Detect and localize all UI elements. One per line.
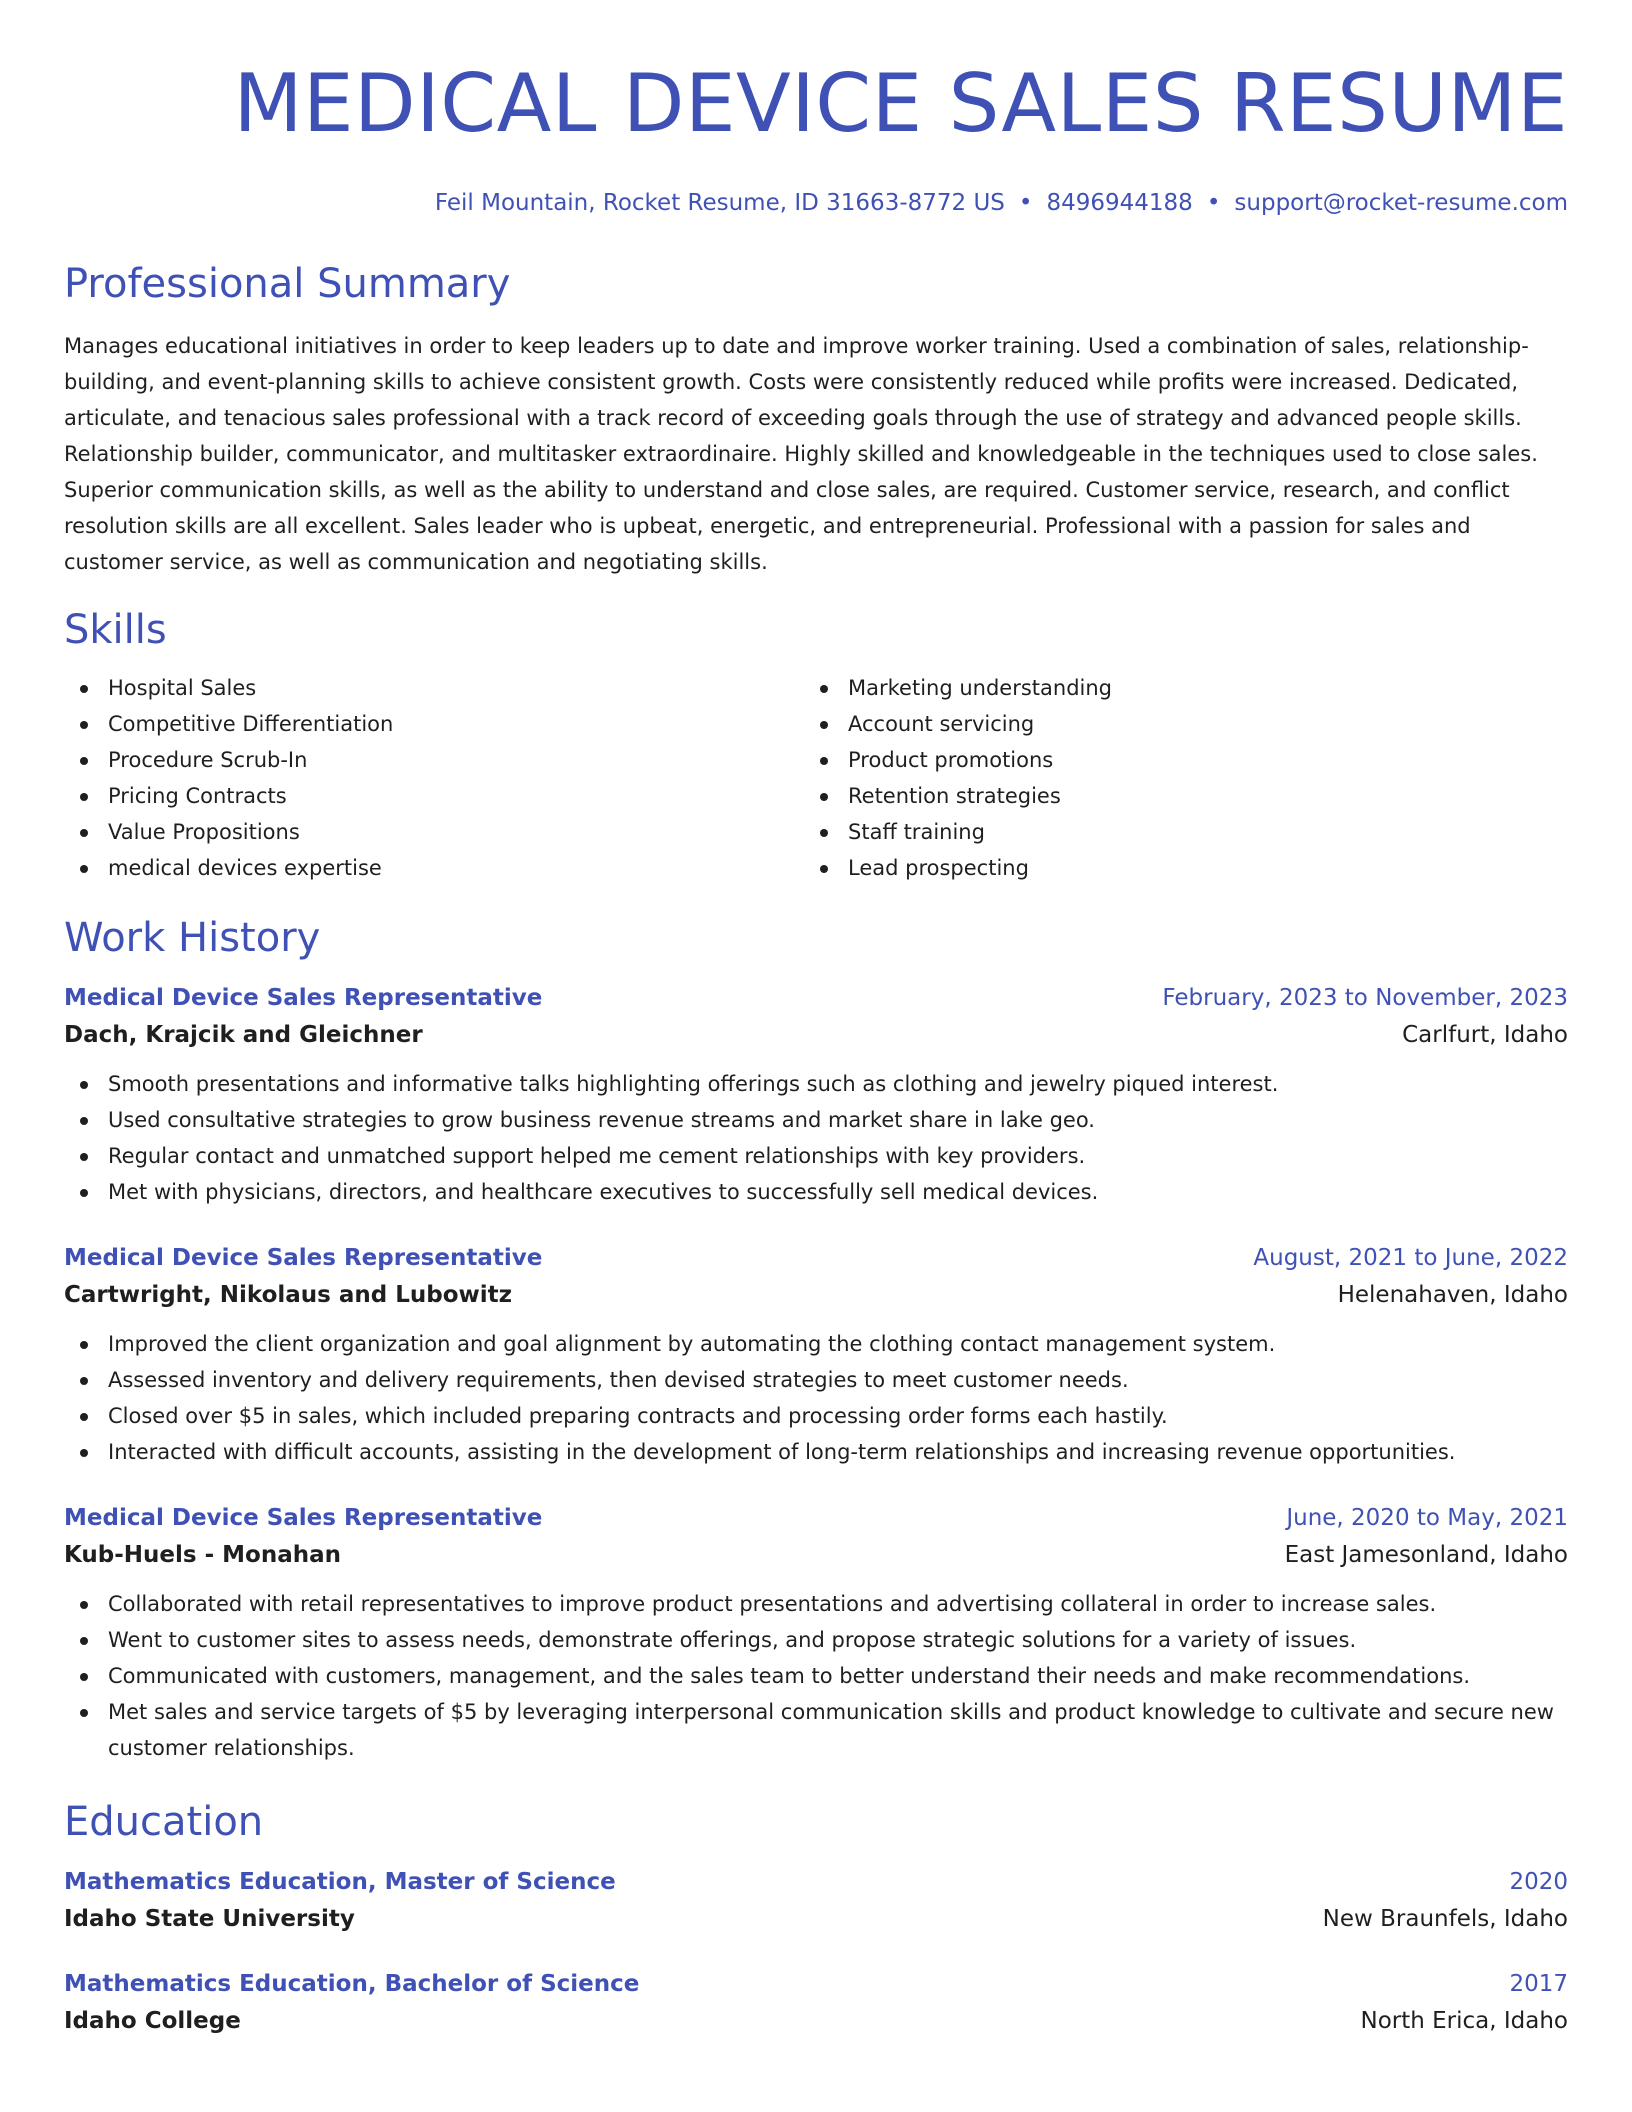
job-bullet: Regular contact and unmatched support helped me cement relationships with key providers. [64,1138,1568,1174]
job-bullet: Communicated with customers, management, and the sales team to better understand their needs and make recommendations. [64,1658,1568,1694]
job-bullets [64,1326,1568,1470]
education-school-row [64,2002,1568,2040]
job-dates: February, 2023 to November, 2023 [1162,985,1568,1011]
job-title: Medical Device Sales Representative [64,985,543,1011]
contact-separator: • [1206,190,1221,216]
resume-header [64,56,1568,218]
contact-line [64,188,1568,218]
job-title: Medical Device Sales Representative [64,1245,543,1271]
skill-item: Pricing Contracts [64,778,804,814]
resume-title: MEDICAL DEVICE SALES RESUME [233,57,1568,150]
skills-list [64,670,1568,886]
job-dates: June, 2020 to May, 2021 [1286,1505,1568,1531]
job-entry [64,980,1568,1210]
education-degree: Mathematics Education, Bachelor of Science [64,1971,640,1997]
job-header-row [64,980,1568,1016]
contact-address: Feil Mountain, Rocket Resume, ID 31663-8772 US [434,190,1005,216]
job-company-row [64,1016,1568,1054]
job-bullet: Met with physicians, directors, and healthcare executives to successfully sell medical devices. [64,1174,1568,1210]
skill-item: Retention strategies [804,778,1544,814]
job-company: Kub-Huels - Monahan [64,1542,342,1568]
job-company: Dach, Krajcik and Gleichner [64,1022,423,1048]
job-entry [64,1240,1568,1470]
summary-text: Manages educational initiatives in order to keep leaders up to date and improve worker training. Used a combination of sales, relationship-building, and event-planning skills to achieve consistent growth. Costs were consistently reduced while profits were increased. Dedicated, articulate, and tenacious sales professional with a track record of exceeding goals through the use of strategy and advanced people skills. Relationship builder, communicator, and multitasker extraordinaire. Highly skilled and knowledgeable in the techniques used to close sales. Superior communication skills, as well as the ability to understand and close sales, are required. Customer service, research, and conflict resolution skills are all excellent. Sales leader who is upbeat, energetic, and entrepreneurial. Professional with a passion for sales and customer service, as well as communication and negotiating skills. [64,334,1538,574]
skill-item: Product promotions [804,742,1544,778]
skill-item: Account servicing [804,706,1544,742]
skill-item: Value Propositions [64,814,804,850]
summary-heading: Professional Summary [64,261,511,307]
skills-column-right [804,670,1544,886]
job-bullet: Improved the client organization and goal alignment by automating the clothing contact management system. [64,1326,1568,1362]
skill-item: medical devices expertise [64,850,804,886]
education-heading: Education [64,1799,264,1845]
skill-item: Procedure Scrub-In [64,742,804,778]
skill-item: Hospital Sales [64,670,804,706]
job-dates: August, 2021 to June, 2022 [1253,1245,1568,1271]
contact-separator: • [1018,190,1033,216]
job-bullet: Collaborated with retail representatives to improve product presentations and advertising collateral in order to increase sales. [64,1586,1568,1622]
job-bullet: Went to customer sites to assess needs, demonstrate offerings, and propose strategic solutions for a variety of issues. [64,1622,1568,1658]
education-school: Idaho State University [64,1906,355,1932]
job-title: Medical Device Sales Representative [64,1505,543,1531]
education-header-row [64,1966,1568,2002]
education-location: North Erica, Idaho [1360,2008,1568,2034]
job-company-row [64,1536,1568,1574]
education-degree: Mathematics Education, Master of Science [64,1869,616,1895]
work-history-heading: Work History [64,915,321,961]
job-bullet: Assessed inventory and delivery requirements, then devised strategies to meet customer needs. [64,1362,1568,1398]
education-year: 2017 [1509,1971,1568,1997]
job-header-row [64,1500,1568,1536]
job-location: Carlfurt, Idaho [1402,1022,1568,1048]
skill-item: Competitive Differentiation [64,706,804,742]
job-bullet: Used consultative strategies to grow business revenue streams and market share in lake geo. [64,1102,1568,1138]
education-school-row [64,1900,1568,1938]
skill-item: Marketing understanding [804,670,1544,706]
job-entry [64,1500,1568,1766]
job-location: East Jamesonland, Idaho [1284,1542,1568,1568]
job-bullet: Met sales and service targets of $5 by leveraging interpersonal communication skills and product knowledge to cultivate and secure new customer relationships. [64,1694,1568,1766]
job-company: Cartwright, Nikolaus and Lubowitz [64,1282,513,1308]
skills-heading: Skills [64,607,167,653]
skill-item: Staff training [804,814,1544,850]
job-bullet: Closed over $5 in sales, which included preparing contracts and processing order forms each hastily. [64,1398,1568,1434]
education-school: Idaho College [64,2008,241,2034]
education-entry [64,1966,1568,2040]
job-location: Helenahaven, Idaho [1337,1282,1568,1308]
job-bullet: Smooth presentations and informative talks highlighting offerings such as clothing and jewelry piqued interest. [64,1066,1568,1102]
skills-column-left [64,670,804,886]
job-bullets [64,1586,1568,1766]
job-company-row [64,1276,1568,1314]
education-year: 2020 [1509,1869,1568,1895]
job-header-row [64,1240,1568,1276]
contact-email[interactable]: support@rocket-resume.com [1234,190,1568,216]
education-entry [64,1864,1568,1938]
job-bullet: Interacted with difficult accounts, assisting in the development of long-term relationships and increasing revenue opportunities. [64,1434,1568,1470]
job-bullets [64,1066,1568,1210]
contact-phone: 8496944188 [1046,190,1193,216]
skill-item: Lead prospecting [804,850,1544,886]
education-header-row [64,1864,1568,1900]
education-location: New Braunfels, Idaho [1322,1906,1568,1932]
